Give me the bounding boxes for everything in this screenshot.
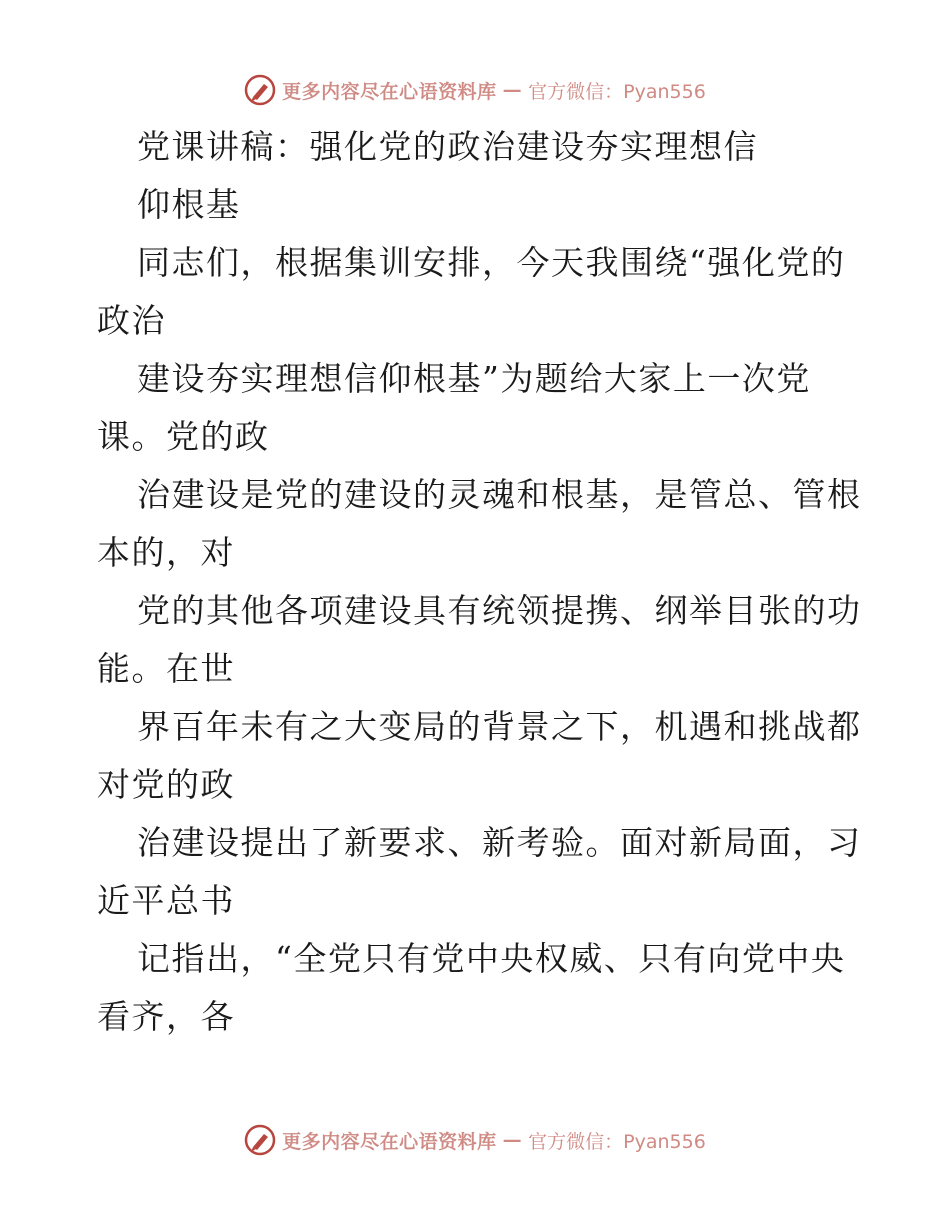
text-line: 建设夯实理想信仰根基”为题给大家上一次党 bbox=[137, 359, 811, 398]
text-line: 界百年未有之大变局的背景之下，机遇和挑战都 bbox=[137, 707, 862, 746]
text-line: 对党的政 bbox=[97, 765, 235, 804]
pen-logo-icon bbox=[244, 1124, 276, 1156]
text-line: 课。党的政 bbox=[97, 417, 270, 456]
title-line-1: 党课讲稿：强化党的政治建设夯实理想信 bbox=[137, 127, 758, 166]
banner-wechat: 官方微信：Pyan556 bbox=[528, 80, 706, 103]
text-line: 记指出，“全党只有党中央权威、只有向党中央 bbox=[137, 939, 846, 978]
text-line: 治建设提出了新要求、新考验。面对新局面，习 bbox=[137, 823, 862, 862]
text-line: 近平总书 bbox=[97, 881, 235, 920]
footer-banner bbox=[0, 1120, 950, 1160]
banner-title: 更多内容尽在心语资料库 bbox=[282, 80, 497, 103]
text-line: 党的其他各项建设具有统领提携、纲举目张的功 bbox=[137, 591, 862, 630]
header-banner bbox=[0, 70, 950, 110]
text-line: 本的，对 bbox=[97, 533, 235, 572]
banner-dash: — bbox=[502, 79, 523, 101]
banner-wechat: 官方微信：Pyan556 bbox=[528, 1130, 706, 1153]
banner-title: 更多内容尽在心语资料库 bbox=[282, 1130, 497, 1153]
text-line: 能。在世 bbox=[97, 649, 235, 688]
text-line: 治建设是党的建设的灵魂和根基，是管总、管根 bbox=[137, 475, 862, 514]
document-body bbox=[97, 118, 897, 1046]
title-line-2: 仰根基 bbox=[137, 185, 241, 224]
text-line: 看齐，各 bbox=[97, 997, 235, 1036]
text-line: 政治 bbox=[97, 301, 166, 340]
banner-dash: — bbox=[502, 1129, 523, 1151]
text-line: 同志们，根据集训安排，今天我围绕“强化党的 bbox=[137, 243, 846, 282]
pen-logo-icon bbox=[244, 74, 276, 106]
